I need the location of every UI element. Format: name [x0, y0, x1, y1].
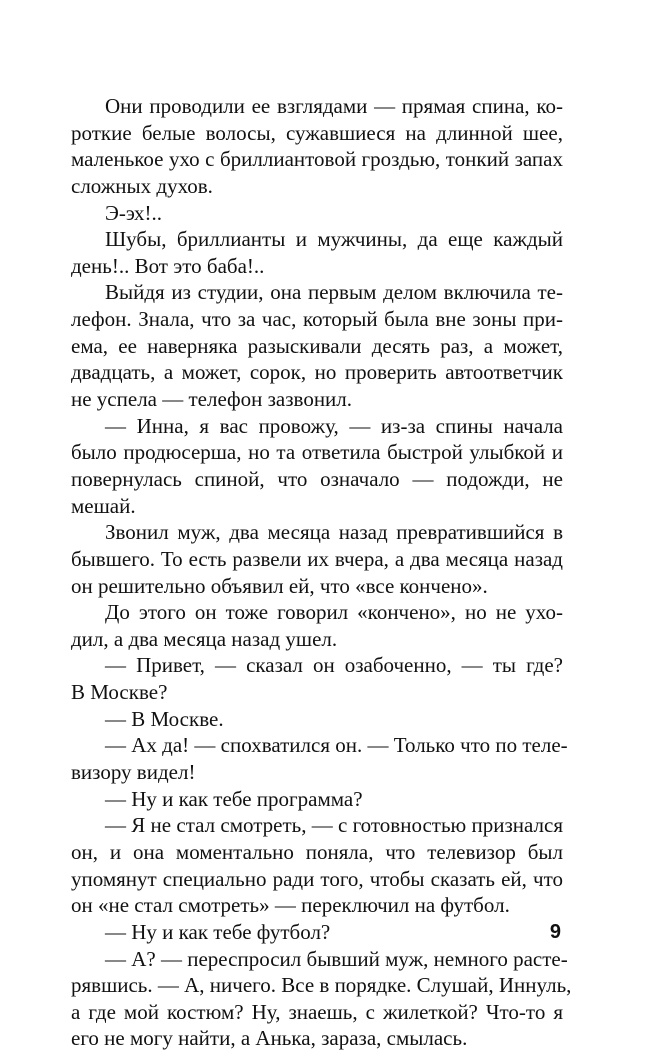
text-line: Э-эх!.. — [105, 200, 163, 225]
text-line: он «не стал смотреть» — переключил на футбол. — [71, 893, 510, 918]
text-line: сложных духов. — [71, 173, 213, 198]
page-number: 9 — [549, 921, 561, 943]
text-line: мешай. — [71, 493, 136, 518]
text-line: Шубы, бриллианты и мужчины, да еще каждый — [105, 227, 563, 252]
text-line: повернулась спиной, что означало — подожди, не — [71, 466, 563, 491]
text-line: — Привет, — сказал он озабоченно, — ты где? — [105, 653, 563, 678]
text-line: — Ну и как тебе футбол? — [105, 919, 331, 944]
text-line: — Ну и как тебе программа? — [105, 786, 363, 811]
text-line: — Инна, я вас провожу, — из-за спины начала — [105, 413, 563, 438]
text-line: — Я не стал смотреть, — с готовностью признался — [105, 813, 563, 838]
text-line: не успела — телефон зазвонил. — [71, 387, 353, 412]
text-line: ема, ее наверняка разыскивали десять раз, а может, — [71, 333, 563, 358]
text-line: было продюсерша, но та ответила быстрой улыбкой и — [71, 440, 563, 465]
text-line: он решительно объявил ей, что «все кончено». — [71, 573, 488, 598]
body-text — [71, 93, 572, 1052]
text-line: рявшись. — А, ничего. Все в порядке. Слушай, Иннуль, — [71, 973, 572, 998]
text-line: а где мой костюм? Ну, знаешь, с жилеткой? Что-то я — [71, 999, 563, 1024]
text-line: — А? — переспросил бывший муж, немного расте- — [105, 946, 568, 971]
text-line: дил, а два месяца назад ушел. — [71, 626, 338, 651]
text-line: До этого он тоже говорил «кончено», но не ухо- — [105, 600, 563, 625]
text-line: день!.. Вот это баба!.. — [71, 253, 265, 278]
text-line: маленькое ухо с бриллиантовой гроздью, тонкий запах — [71, 147, 563, 172]
text-line: упомянут специально ради того, чтобы сказать ей, что — [71, 866, 563, 891]
text-line: В Москве? — [71, 680, 168, 705]
text-line: он, и она моментально поняла, что телевизор был — [71, 839, 563, 864]
text-line: — В Москве. — [105, 706, 224, 731]
text-line: двадцать, а может, сорок, но проверить автоответчик — [71, 360, 563, 385]
text-line: визору видел! — [71, 760, 196, 785]
text-line: — Ах да! — спохватился он. — Только что по теле- — [105, 733, 568, 758]
text-line: Звонил муж, два месяца назад превратившийся в — [105, 520, 563, 545]
text-line: Они проводили ее взглядами — прямая спина, ко- — [105, 94, 563, 118]
text-line: лефон. Знала, что за час, который была вне зоны при- — [71, 307, 563, 332]
text-line: роткие белые волосы, сужавшиеся на длинной шее, — [71, 120, 563, 145]
text-line: Выйдя из студии, она первым делом включила те- — [105, 280, 563, 305]
text-line: бывшего. То есть развели их вчера, а два месяца назад — [71, 546, 563, 571]
text-line: его не могу найти, а Анька, зараза, смылась. — [71, 1026, 468, 1051]
